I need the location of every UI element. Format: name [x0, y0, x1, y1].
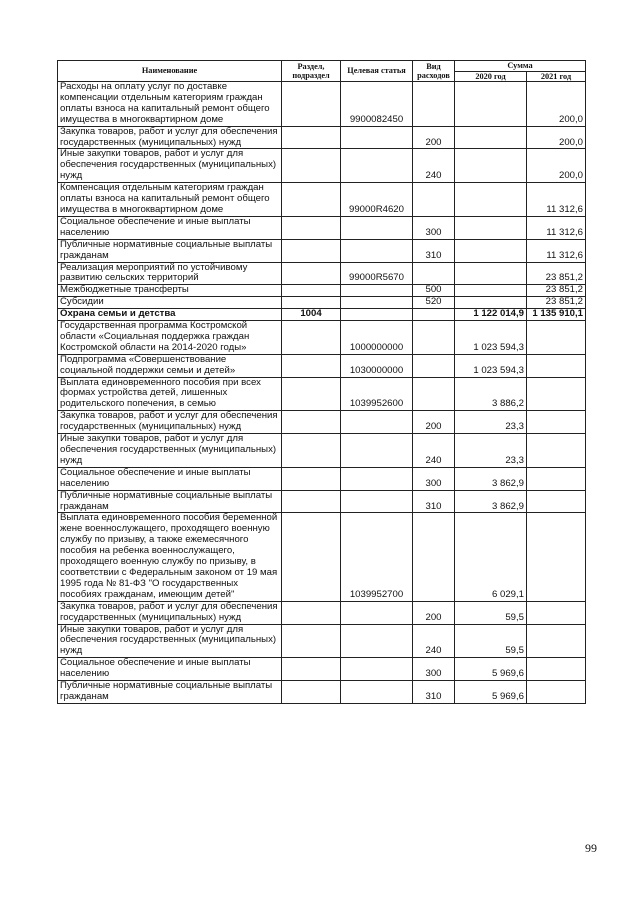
table-row	[58, 297, 586, 309]
table-row	[58, 467, 586, 490]
table-row	[58, 658, 586, 681]
row-target	[341, 601, 413, 624]
row-section	[282, 354, 341, 377]
page-number: 99	[585, 841, 597, 855]
table-row	[58, 624, 586, 658]
row-target: 9900082450	[341, 82, 413, 127]
row-sum-2020	[455, 126, 527, 149]
row-sum-2020: 3 862,9	[455, 490, 527, 513]
row-section	[282, 149, 341, 183]
row-sum-2020: 5 969,6	[455, 681, 527, 704]
row-target	[341, 434, 413, 468]
row-name: Выплата единовременного пособия при всех формах устройства детей, лишенных родительского попечения, в семью	[58, 377, 282, 411]
table-row	[58, 126, 586, 149]
table-row	[58, 262, 586, 285]
row-sum-2020	[455, 239, 527, 262]
row-section	[282, 624, 341, 658]
row-name: Реализация мероприятий по устойчивому развитию сельских территорий	[58, 262, 282, 285]
budget-table	[57, 60, 586, 704]
row-name: Публичные нормативные социальные выплаты гражданам	[58, 681, 282, 704]
row-sum-2020	[455, 82, 527, 127]
row-sum-2020: 5 969,6	[455, 658, 527, 681]
header-target: Целевая статья	[341, 61, 413, 82]
row-target	[341, 658, 413, 681]
row-sum-2021: 200,0	[527, 82, 586, 127]
row-type: 300	[413, 658, 455, 681]
row-name: Государственная программа Костромской области «Социальная поддержка граждан Костромской области на 2014-2020 годы»	[58, 321, 282, 355]
row-sum-2021	[527, 490, 586, 513]
row-section	[282, 183, 341, 217]
row-target	[341, 239, 413, 262]
table-row	[58, 601, 586, 624]
row-sum-2021	[527, 601, 586, 624]
row-name: Социальное обеспечение и иные выплаты населению	[58, 658, 282, 681]
row-name: Социальное обеспечение и иные выплаты населению	[58, 216, 282, 239]
row-target	[341, 411, 413, 434]
row-type: 240	[413, 624, 455, 658]
row-section	[282, 658, 341, 681]
row-type: 240	[413, 149, 455, 183]
row-section	[282, 126, 341, 149]
row-type: 200	[413, 411, 455, 434]
row-target	[341, 149, 413, 183]
row-name: Иные закупки товаров, работ и услуг для обеспечения государственных (муниципальных) нужд	[58, 434, 282, 468]
row-sum-2021: 23 851,2	[527, 285, 586, 297]
row-sum-2021	[527, 321, 586, 355]
row-sum-2020: 1 023 594,3	[455, 321, 527, 355]
row-sum-2020	[455, 285, 527, 297]
row-target: 1030000000	[341, 354, 413, 377]
table-row	[58, 149, 586, 183]
row-section	[282, 411, 341, 434]
row-sum-2020	[455, 149, 527, 183]
row-type	[413, 82, 455, 127]
row-sum-2020	[455, 297, 527, 309]
row-type	[413, 183, 455, 217]
row-section	[282, 216, 341, 239]
row-sum-2020: 3 862,9	[455, 467, 527, 490]
row-type: 300	[413, 216, 455, 239]
row-name: Социальное обеспечение и иные выплаты населению	[58, 467, 282, 490]
row-section	[282, 467, 341, 490]
header-sum: Сумма	[455, 61, 586, 72]
header-name: Наименование	[58, 61, 282, 82]
row-name: Подпрограмма «Совершенствование социальной поддержки семьи и детей»	[58, 354, 282, 377]
row-target	[341, 216, 413, 239]
row-name: Иные закупки товаров, работ и услуг для обеспечения государственных (муниципальных) нужд	[58, 624, 282, 658]
header-year-2020: 2020 год	[455, 71, 527, 82]
row-section	[282, 377, 341, 411]
row-section: 1004	[282, 309, 341, 321]
row-name: Охрана семьи и детства	[58, 309, 282, 321]
row-sum-2020: 59,5	[455, 624, 527, 658]
row-sum-2021: 11 312,6	[527, 183, 586, 217]
row-name: Публичные нормативные социальные выплаты гражданам	[58, 239, 282, 262]
row-section	[282, 681, 341, 704]
row-name: Расходы на оплату услуг по доставке компенсации отдельным категориям граждан оплаты взноса на капитальный ремонт общего имущества в многоквартирном доме	[58, 82, 282, 127]
row-type: 310	[413, 681, 455, 704]
row-target	[341, 285, 413, 297]
table-body	[58, 82, 586, 704]
row-sum-2021: 200,0	[527, 126, 586, 149]
table-row	[58, 285, 586, 297]
row-sum-2020	[455, 183, 527, 217]
row-sum-2021	[527, 354, 586, 377]
row-target: 99000R5670	[341, 262, 413, 285]
row-sum-2021	[527, 411, 586, 434]
row-sum-2021	[527, 467, 586, 490]
row-sum-2021: 1 135 910,1	[527, 309, 586, 321]
row-sum-2020: 59,5	[455, 601, 527, 624]
row-target	[341, 297, 413, 309]
table-row	[58, 354, 586, 377]
row-type: 310	[413, 239, 455, 262]
row-sum-2020: 1 023 594,3	[455, 354, 527, 377]
row-type: 200	[413, 601, 455, 624]
table-row	[58, 434, 586, 468]
row-target	[341, 624, 413, 658]
row-type: 200	[413, 126, 455, 149]
header-year-2021: 2021 год	[527, 71, 586, 82]
row-section	[282, 490, 341, 513]
table-row	[58, 513, 586, 601]
row-name: Межбюджетные трансферты	[58, 285, 282, 297]
row-section	[282, 434, 341, 468]
row-target: 1039952700	[341, 513, 413, 601]
row-sum-2020: 1 122 014,9	[455, 309, 527, 321]
table-row	[58, 411, 586, 434]
row-sum-2021: 23 851,2	[527, 297, 586, 309]
row-sum-2020: 6 029,1	[455, 513, 527, 601]
row-type: 500	[413, 285, 455, 297]
row-name: Субсидии	[58, 297, 282, 309]
table-row	[58, 82, 586, 127]
table-row	[58, 183, 586, 217]
row-name: Закупка товаров, работ и услуг для обеспечения государственных (муниципальных) нужд	[58, 601, 282, 624]
row-sum-2021	[527, 513, 586, 601]
table-row	[58, 377, 586, 411]
row-name: Компенсация отдельным категориям граждан оплаты взноса на капитальный ремонт общего имущества в многоквартирном доме	[58, 183, 282, 217]
table-header	[58, 61, 586, 82]
row-sum-2020	[455, 216, 527, 239]
table-row	[58, 216, 586, 239]
row-section	[282, 297, 341, 309]
header-section: Раздел, подраздел	[282, 61, 341, 82]
row-target: 1039952600	[341, 377, 413, 411]
row-sum-2021: 11 312,6	[527, 239, 586, 262]
row-sum-2021	[527, 681, 586, 704]
row-section	[282, 513, 341, 601]
row-sum-2021	[527, 624, 586, 658]
table-row	[58, 681, 586, 704]
row-name: Закупка товаров, работ и услуг для обеспечения государственных (муниципальных) нужд	[58, 126, 282, 149]
table-row	[58, 239, 586, 262]
row-sum-2020: 23,3	[455, 434, 527, 468]
row-target: 99000R4620	[341, 183, 413, 217]
row-sum-2021: 200,0	[527, 149, 586, 183]
row-target	[341, 490, 413, 513]
row-section	[282, 262, 341, 285]
row-sum-2021: 23 851,2	[527, 262, 586, 285]
row-type	[413, 354, 455, 377]
row-name: Закупка товаров, работ и услуг для обеспечения государственных (муниципальных) нужд	[58, 411, 282, 434]
row-section	[282, 601, 341, 624]
table-row	[58, 321, 586, 355]
row-type	[413, 262, 455, 285]
row-section	[282, 239, 341, 262]
row-type: 240	[413, 434, 455, 468]
row-section	[282, 321, 341, 355]
row-target	[341, 467, 413, 490]
row-type: 520	[413, 297, 455, 309]
row-sum-2020: 23,3	[455, 411, 527, 434]
row-target: 1000000000	[341, 321, 413, 355]
table-row	[58, 490, 586, 513]
row-type	[413, 377, 455, 411]
row-type: 310	[413, 490, 455, 513]
row-name: Иные закупки товаров, работ и услуг для обеспечения государственных (муниципальных) нужд	[58, 149, 282, 183]
row-sum-2020: 3 886,2	[455, 377, 527, 411]
row-type: 300	[413, 467, 455, 490]
row-type	[413, 309, 455, 321]
row-sum-2021	[527, 434, 586, 468]
row-sum-2021	[527, 658, 586, 681]
row-type	[413, 321, 455, 355]
row-target	[341, 126, 413, 149]
row-name: Выплата единовременного пособия беременной жене военнослужащего, проходящего военную службу по призыву, а также ежемесячного пособия на ребенка военнослужащего, проходящего военную службу по призыву, в соответствии с Федеральным законом от 19 мая 1995 года № 81-ФЗ "О государственных пособиях гражданам, имеющим детей"	[58, 513, 282, 601]
row-sum-2021	[527, 377, 586, 411]
header-type: Вид расходов	[413, 61, 455, 82]
row-sum-2021: 11 312,6	[527, 216, 586, 239]
row-name: Публичные нормативные социальные выплаты гражданам	[58, 490, 282, 513]
row-section	[282, 285, 341, 297]
row-sum-2020	[455, 262, 527, 285]
row-section	[282, 82, 341, 127]
row-target	[341, 309, 413, 321]
table-row	[58, 309, 586, 321]
row-type	[413, 513, 455, 601]
row-target	[341, 681, 413, 704]
